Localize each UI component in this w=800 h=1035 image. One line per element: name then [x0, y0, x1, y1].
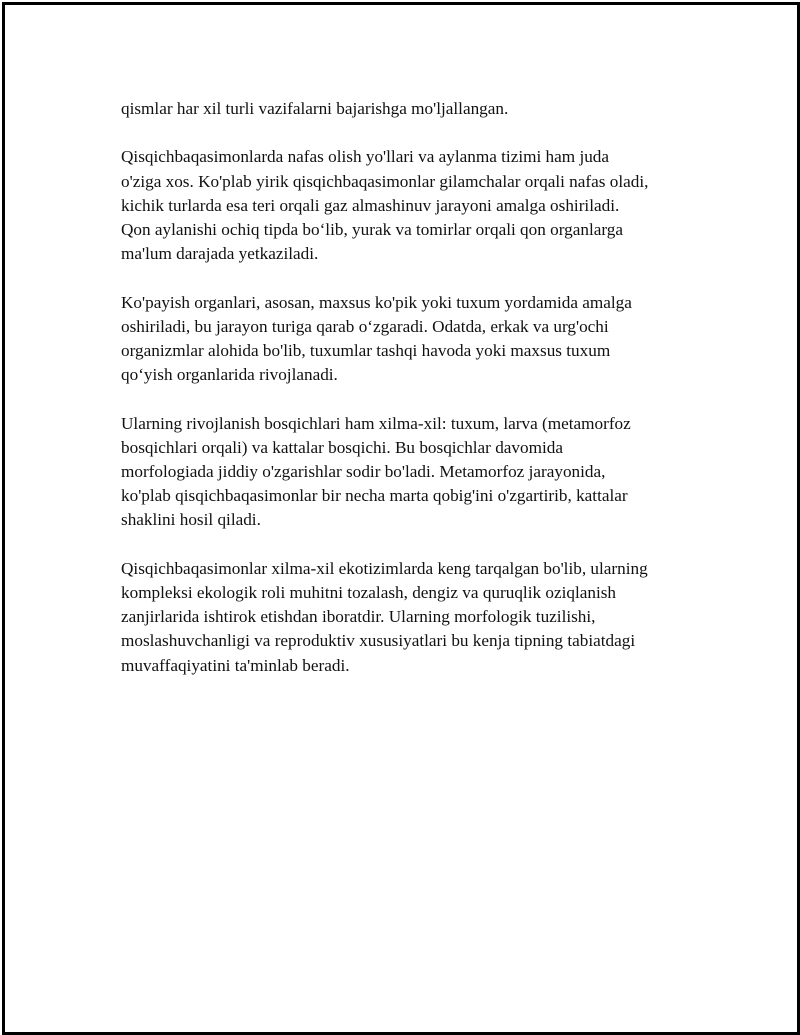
text-line: Ko'payish organlari, asosan, maxsus ko'pik yoki tuxum yordamida amalga: [121, 292, 632, 312]
paragraph-2: [121, 145, 701, 266]
text-line: qo‘yish organlarida rivojlanadi.: [121, 365, 338, 385]
page-frame: [2, 2, 800, 1035]
text-line: moslashuvchanligi va reproduktiv xususiyatlari bu kenja tipning tabiatdagi: [121, 631, 636, 651]
text-line: ma'lum darajada yetkaziladi.: [121, 244, 319, 264]
text-line: bosqichlari orqali) va kattalar bosqichi. Bu bosqichlar davomida: [121, 437, 563, 457]
text-line: qismlar har xil turli vazifalarni bajarishga mo'ljallangan.: [121, 99, 509, 118]
text-line: oshiriladi, bu jarayon turiga qarab o‘zgaradi. Odatda, erkak va urg'ochi: [121, 316, 609, 336]
text-line: Qon aylanishi ochiq tipda bo‘lib, yurak va tomirlar orqali qon organlarga: [121, 220, 623, 239]
document-body: [121, 97, 701, 702]
text-line: ko'plab qisqichbaqasimonlar bir necha marta qobig'ini o'zgartirib, kattalar: [121, 486, 628, 506]
text-line: muvaffaqiyatini ta'minlab beradi.: [121, 655, 350, 675]
text-line: organizmlar alohida bo'lib, tuxumlar tashqi havoda yoki maxsus tuxum: [121, 341, 611, 360]
paragraph-3: [121, 291, 701, 388]
paragraph-4: [121, 412, 701, 533]
text-line: shaklini hosil qiladi.: [121, 510, 261, 530]
text-line: o'ziga xos. Ko'plab yirik qisqichbaqasimonlar gilamchalar orqali nafas oladi,: [121, 171, 649, 191]
text-line: zanjirlarida ishtirok etishdan iboratdir. Ularning morfologik tuzilishi,: [121, 607, 596, 627]
text-line: Qisqichbaqasimonlarda nafas olish yo'llari va aylanma tizimi ham juda: [121, 147, 610, 167]
text-line: morfologiada jiddiy o'zgarishlar sodir bo'ladi. Metamorfoz jarayonida,: [121, 462, 606, 481]
text-line: Qisqichbaqasimonlar xilma-xil ekotizimlarda keng tarqalgan bo'lib, ularning: [121, 558, 648, 578]
text-line: kompleksi ekologik roli muhitni tozalash, dengiz va quruqlik oziqlanish: [121, 583, 617, 602]
text-line: Ularning rivojlanish bosqichlari ham xilma-xil: tuxum, larva (metamorfoz: [121, 413, 631, 433]
paragraph-5: [121, 557, 701, 678]
paragraph-1: [121, 97, 701, 121]
text-line: kichik turlarda esa teri orqali gaz almashinuv jarayoni amalga oshiriladi.: [121, 195, 620, 215]
